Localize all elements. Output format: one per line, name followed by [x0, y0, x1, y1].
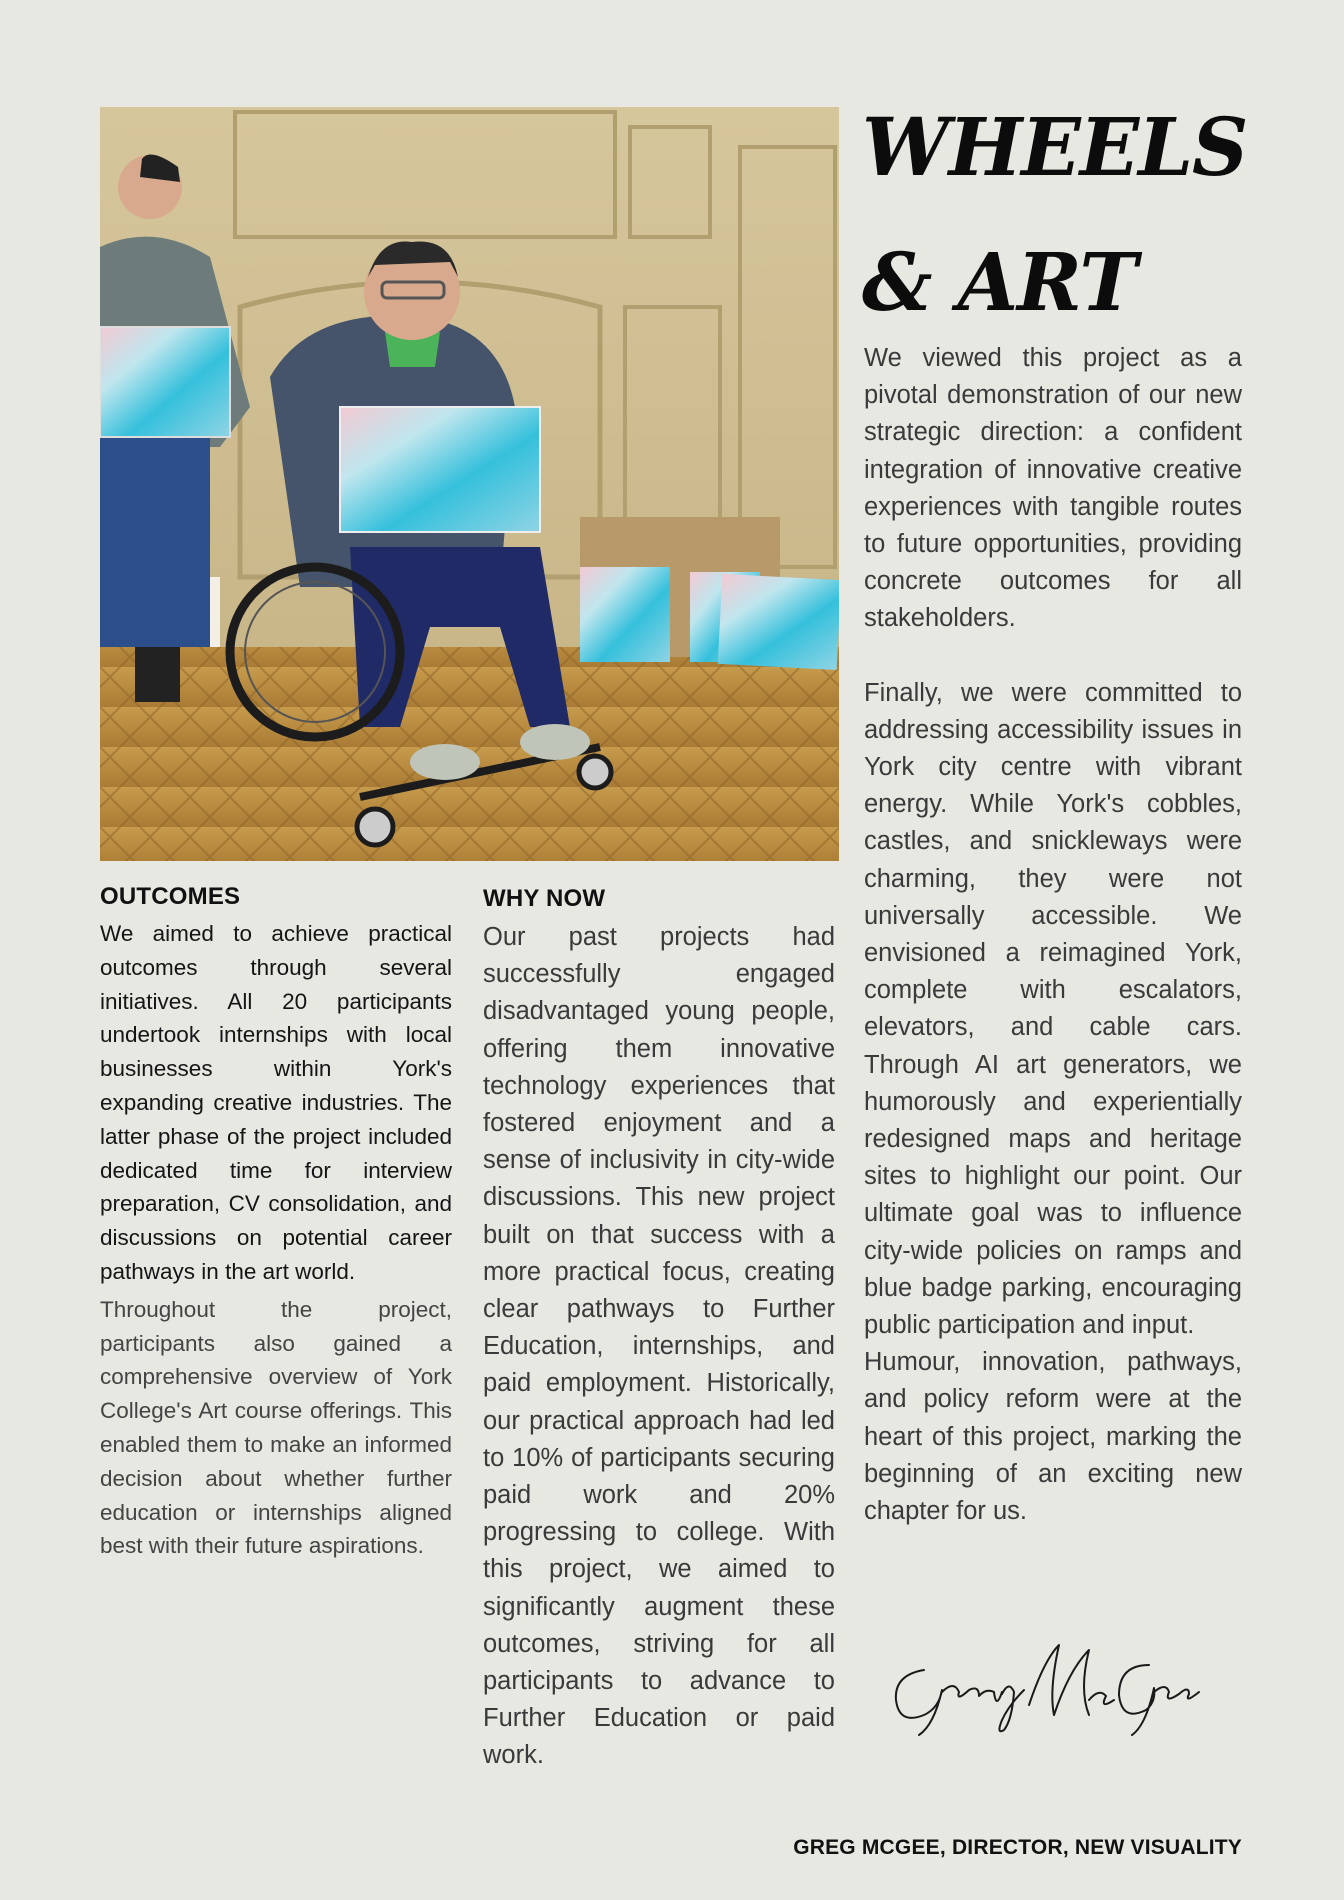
title-line-1: WHEELS [862, 101, 1248, 195]
signature [884, 1630, 1204, 1740]
page-title [862, 81, 1247, 350]
signature-graphic [884, 1630, 1204, 1740]
participants-photo-illustration [100, 107, 839, 861]
intro-paragraph-3: Humour, innovation, pathways, and policy reform were at the heart of this project, marking the beginning of an exciting new chapter for us. [864, 1348, 1242, 1526]
outcomes-heading: OUTCOMES [100, 883, 241, 910]
why-now-column [483, 885, 835, 1775]
why-now-heading: WHY NOW [483, 885, 606, 912]
intro-column [864, 340, 1242, 1530]
why-now-paragraph: Our past projects had successfully engaged disadvantaged young people, offering them innovative technology experiences that fostered enjoyment and a sense of inclusivity in city-wide discussions. This new project built on that success with a more practical focus, creating clear pathways to Further Education, internships, and paid employment. Historically, our practical approach had led to 10% of participants securing paid work and 20% progressing to college. With this project, we aimed to significantly augment these outcomes, striving for all participants to advance to Further Education or paid work. [483, 923, 835, 1770]
intro-paragraph-2: Finally, we were committed to addressing accessibility issues in York city centre with vibrant energy. While York's cobbles, castles, and snickleways were charming, they were not universally accessible. We envisioned a reimagined York, complete with escalators, elevators, and cable cars. Through AI art generators, we humorously and experientially redesigned maps and heritage sites to highlight our point. Our ultimate goal was to influence city-wide policies on ramps and blue badge parking, encouraging public participation and input. [864, 678, 1242, 1340]
paragraph-gap [864, 638, 1242, 675]
title-line-2: & ART [862, 236, 1137, 330]
footer-credit: GREG MCGEE, DIRECTOR, NEW VISUALITY [793, 1836, 1242, 1859]
hero-photo [100, 107, 839, 861]
outcomes-column [100, 883, 452, 1563]
intro-paragraph-1: We viewed this project as a pivotal demonstration of our new strategic direction: a confident integration of innovative creative experiences with tangible routes to future opportunities, providing concrete outcomes for all stakeholders. [864, 344, 1242, 633]
outcomes-paragraph-1: We aimed to achieve practical outcomes through several initiatives. All 20 participants undertook internships with local businesses within York's expanding creative industries. The latter phase of the project included dedicated time for interview preparation, CV consolidation, and discussions on potential career pathways in the art world. [100, 921, 452, 1284]
outcomes-paragraph-2: Throughout the project, participants also gained a comprehensive overview of York College's Art course offerings. This enabled them to make an informed decision about whether further education or internships aligned best with their future aspirations. [100, 1296, 452, 1559]
